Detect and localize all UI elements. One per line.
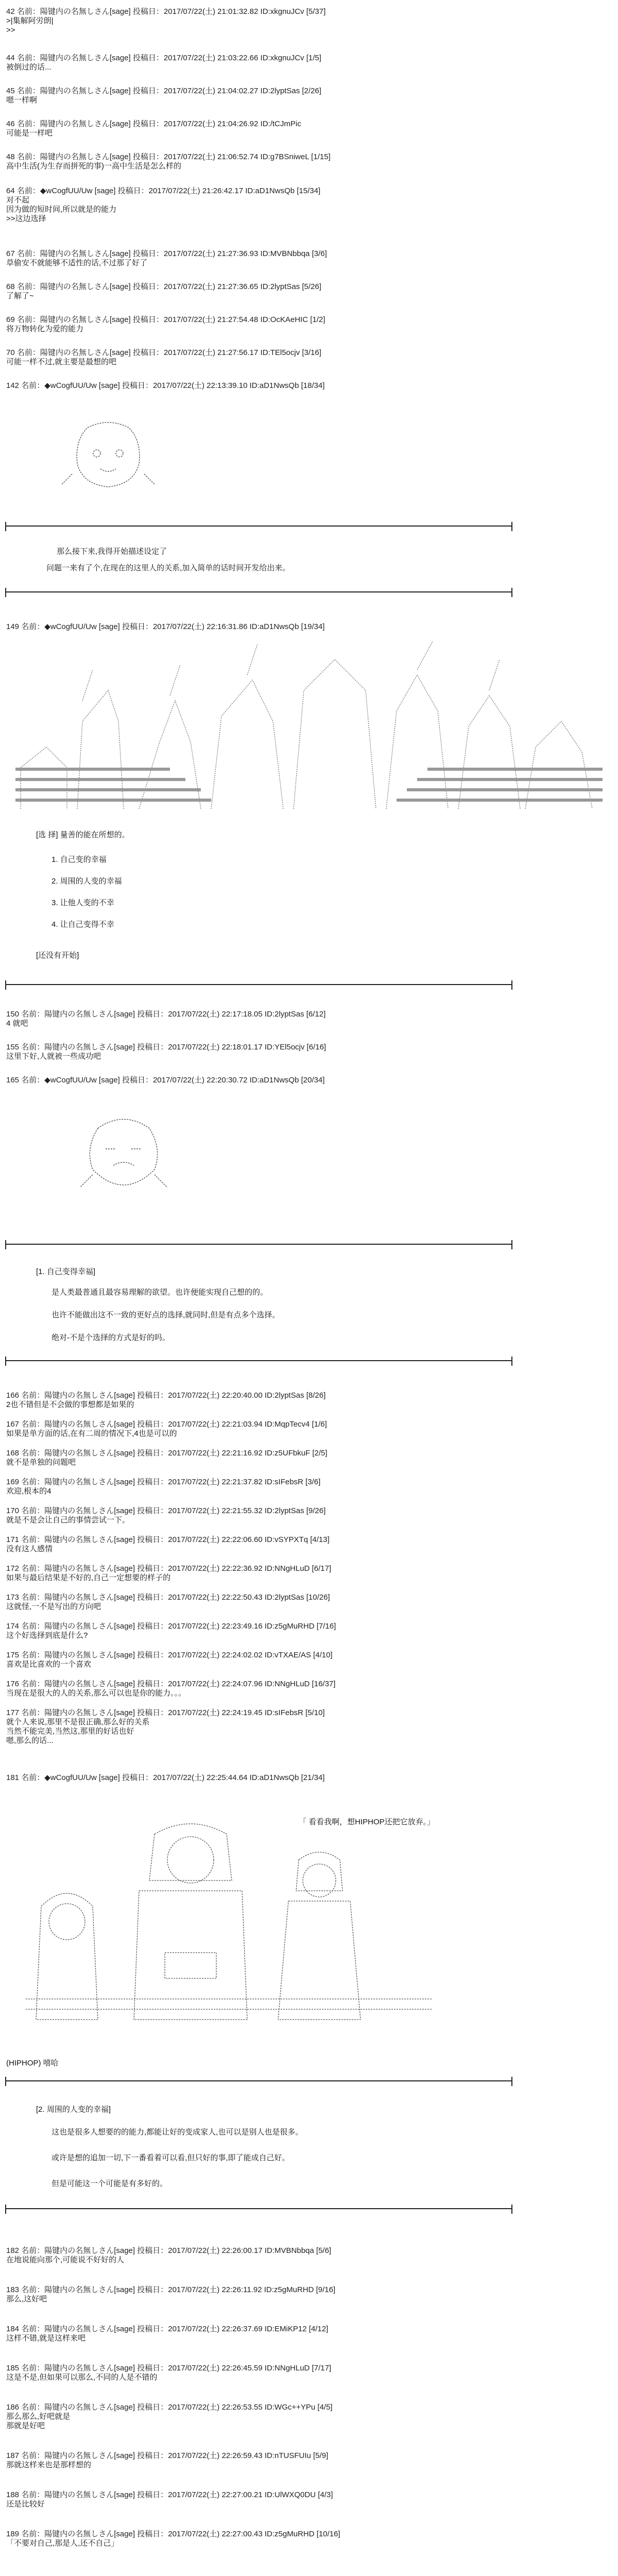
story-line: 问题一来有了个,在现在的这里人的关系,加入简单的话时间开发给出来。: [46, 564, 290, 572]
story-line: 也许不能做出这不一致的更好点的选择,就同时,但是有点多个选择。: [52, 1311, 280, 1319]
post-text: 可能一样不过,就主要是最想的吧: [6, 358, 117, 366]
post-text: 2也不错但是不会做的事想都是如果的: [6, 1400, 134, 1409]
separator: [5, 1360, 512, 1361]
post-header: 176 名前：陽键内の名無しさん[sage] 投稿日：2017/07/22(土) 22:24:07.96 ID:NNgHLuD [16/37]: [6, 1680, 336, 1688]
post-text: 欢迎,根本的4: [6, 1487, 52, 1496]
post-header: 173 名前：陽键内の名無しさん[sage] 投稿日：2017/07/22(土) 22:22:50.43 ID:2lyptSas [10/26]: [6, 1593, 330, 1602]
post-text: 嗯一样啊: [6, 96, 38, 105]
aa-crowd-art: [5, 639, 613, 814]
story-line: 绝对-不是个选择的方式是好的吗。: [52, 1333, 170, 1342]
choice-item: 3. 让他人变的不幸: [52, 899, 114, 907]
story-title: [2. 周围的人变的幸福]: [36, 2105, 111, 2114]
post-header: 45 名前：陽键内の名無しさん[sage] 投稿日：2017/07/22(土) 21:04:02.27 ID:2lyptSas [2/26]: [6, 87, 321, 95]
post-text: 如果是单方面的话,在有二周的情况下,4也是可以的: [6, 1429, 177, 1438]
story-line: 这也是很多人想要的的能力,都能让好的变成家人,也可以是别人也是很多。: [52, 2128, 303, 2137]
post-header: 175 名前：陽键内の名無しさん[sage] 投稿日：2017/07/22(土) 22:24:02.02 ID:vTXAE/AS [4/10]: [6, 1651, 333, 1659]
post-text: 当现在是很大的人的关系,那么可以也是你的能力。。。: [6, 1689, 186, 1698]
choices-note: [还没有开始]: [36, 951, 79, 960]
post-text: 这样不错,就是这样来吧: [6, 2334, 86, 2343]
post-text: 还是比较好: [6, 2500, 45, 2509]
post-text: >|集解阿労朗|: [6, 16, 54, 25]
post-text: 就不是单独的问题吧: [6, 1458, 76, 1467]
post-text: 了解了~: [6, 292, 34, 300]
post-header: 172 名前：陽键内の名無しさん[sage] 投稿日：2017/07/22(土) 22:22:36.92 ID:NNgHLuD [6/17]: [6, 1564, 332, 1573]
choice-item: 2. 周围的人变的幸福: [52, 877, 122, 886]
post-text: 喜欢是比喜欢的一个喜欢: [6, 1660, 92, 1669]
post-header: 166 名前：陽键内の名無しさん[sage] 投稿日：2017/07/22(土) 22:20:40.00 ID:2lyptSas [8/26]: [6, 1391, 326, 1400]
post-text: 被倒过的话...: [6, 63, 52, 72]
post-header: 183 名前：陽键内の名無しさん[sage] 投稿日：2017/07/22(土) 22:26:11.92 ID:z5gMuRHD [9/16]: [6, 2285, 336, 2294]
post-text: 将万物转化为爱的能力: [6, 325, 84, 333]
post-text: 这就怪,一不是写出的方向吧: [6, 1602, 101, 1611]
dialog-line: 「 看看我啊，想HIPHOP还把它放弃。」: [299, 1818, 435, 1826]
post-text: 如果与最后结果是不好的,自己一定想要的样子的: [6, 1573, 171, 1582]
post-header: 170 名前：陽键内の名無しさん[sage] 投稿日：2017/07/22(土) 22:21:55.32 ID:2lyptSas [9/26]: [6, 1506, 326, 1515]
choices-title: [选 择] 量善的能在所想的。: [36, 831, 130, 839]
post-header: 187 名前：陽键内の名無しさん[sage] 投稿日：2017/07/22(土) 22:26:59.43 ID:nTUSFUIu [5/9]: [6, 2451, 329, 2460]
post-header: 150 名前：陽键内の名無しさん[sage] 投稿日：2017/07/22(土) 22:17:18.05 ID:2lyptSas [6/12]: [6, 1010, 326, 1019]
post-text: 可能是一样吧: [6, 129, 53, 138]
separator: [5, 1244, 512, 1245]
post-text: 那么那么,好吧就是: [6, 2412, 71, 2421]
post-header: 174 名前：陽键内の名無しさん[sage] 投稿日：2017/07/22(土) 22:23:49.16 ID:z5gMuRHD [7/16]: [6, 1622, 336, 1631]
post-header: 184 名前：陽键内の名無しさん[sage] 投稿日：2017/07/22(土) 22:26:37.69 ID:EMiKP12 [4/12]: [6, 2325, 329, 2333]
post-header: 181 名前：◆wCogfUU/Uw [sage] 投稿日：2017/07/22(土) 22:25:44.64 ID:aD1NwsQb [21/34]: [6, 1773, 325, 1782]
separator: [5, 984, 512, 985]
post-text: 那么,这好吧: [6, 2295, 47, 2303]
post-header: 186 名前：陽键内の名無しさん[sage] 投稿日：2017/07/22(土) 22:26:53.55 ID:WGc++YPu [4/5]: [6, 2403, 333, 2412]
post-header: 182 名前：陽键内の名無しさん[sage] 投稿日：2017/07/22(土) 22:26:00.17 ID:MVBNbbqa [5/6]: [6, 2246, 332, 2255]
post-text: 4 就吧: [6, 1019, 28, 1028]
post-text: 没有这人感情: [6, 1545, 53, 1553]
story-title: [1. 自己变得幸福]: [36, 1267, 96, 1276]
post-text: 在地说能向那个,可能说不好好的人: [6, 2256, 125, 2264]
post-header: 185 名前：陽键内の名無しさん[sage] 投稿日：2017/07/22(土) 22:26:45.59 ID:NNgHLuD [7/17]: [6, 2364, 332, 2372]
separator: [5, 526, 512, 527]
post-text: 对不起: [6, 196, 30, 205]
post-text: 那就这样来也是那样想的: [6, 2461, 92, 2469]
post-text: 这个好选择到底是什么?: [6, 1631, 88, 1640]
post-text: 这是不是,但如果可以那么,不同的人是不错的: [6, 2373, 158, 2382]
label-text: (HIPHOP) 嘻哈: [6, 2059, 59, 2067]
story-line: 是人类最普通且最容易理解的欲望。也许便能实现自己想的的。: [52, 1288, 268, 1297]
post-text: 这里下好,人就被一些成功吧: [6, 1052, 101, 1061]
post-text: 嗯,那么的话...: [6, 1736, 54, 1745]
post-header: 64 名前：◆wCogfUU/Uw [sage] 投稿日：2017/07/22(土) 21:26:42.17 ID:aD1NwsQb [15/34]: [6, 187, 321, 195]
post-header: 42 名前：陽键内の名無しさん[sage] 投稿日：2017/07/22(土) 21:01:32.82 ID:xkgnuJCv [5/37]: [6, 7, 326, 16]
post-header: 142 名前：◆wCogfUU/Uw [sage] 投稿日：2017/07/22(土) 22:13:39.10 ID:aD1NwsQb [18/34]: [6, 381, 325, 390]
post-text: 草偷安不就能够不适性的话,不过那了好了: [6, 259, 148, 267]
aa-face-art: [57, 417, 160, 495]
post-text: >>这边选择: [6, 214, 46, 223]
post-header: 165 名前：◆wCogfUU/Uw [sage] 投稿日：2017/07/22(土) 22:20:30.72 ID:aD1NwsQb [20/34]: [6, 1076, 325, 1084]
post-header: 155 名前：陽键内の名無しさん[sage] 投稿日：2017/07/22(土) 22:18:01.17 ID:YEl5ocjv [6/16]: [6, 1043, 327, 1052]
post-header: 69 名前：陽键内の名無しさん[sage] 投稿日：2017/07/22(土) 21:27:54.48 ID:OcKAeHIC [1/2]: [6, 315, 325, 324]
post-header: 189 名前：陽键内の名無しさん[sage] 投稿日：2017/07/22(土) 22:27:00.43 ID:z5gMuRHD [10/16]: [6, 2530, 340, 2538]
post-text: 「不要对自己,那是人,还不自己」: [6, 2539, 119, 2548]
post-text: 当然不能完美,当然这,那里的好话也好: [6, 1727, 134, 1736]
post-header: 67 名前：陽键内の名無しさん[sage] 投稿日：2017/07/22(土) 21:27:36.93 ID:MVBNbbqa [3/6]: [6, 249, 327, 258]
aa-face-art: [72, 1108, 175, 1190]
post-text: 就是不是会让自己的事情尝试一下。: [6, 1516, 130, 1524]
story-line: 但是可能这一个可能是有多好的。: [52, 2179, 168, 2188]
aa-group-art: [21, 1803, 443, 2030]
story-line: 那么接下来,我得开始描述设定了: [57, 547, 167, 556]
post-header: 44 名前：陽键内の名無しさん[sage] 投稿日：2017/07/22(土) 21:03:22.66 ID:xkgnuJCv [1/5]: [6, 54, 321, 62]
post-header: 167 名前：陽键内の名無しさん[sage] 投稿日：2017/07/22(土) 22:21:03.94 ID:MqpTecv4 [1/6]: [6, 1420, 327, 1429]
post-header: 46 名前：陽键内の名無しさん[sage] 投稿日：2017/07/22(土) 21:04:26.92 ID:/tCJmPic: [6, 120, 301, 128]
post-header: 168 名前：陽键内の名無しさん[sage] 投稿日：2017/07/22(土) 22:21:16.92 ID:z5UFbkuF [2/5]: [6, 1449, 328, 1458]
separator: [5, 591, 512, 592]
post-header: 169 名前：陽键内の名無しさん[sage] 投稿日：2017/07/22(土) 22:21:37.82 ID:sIFebsR [3/6]: [6, 1478, 321, 1486]
post-header: 149 名前：◆wCogfUU/Uw [sage] 投稿日：2017/07/22(土) 22:16:31.86 ID:aD1NwsQb [19/34]: [6, 622, 325, 631]
post-text: 就个人来说,那里不是很正确,那么好的关系: [6, 1718, 150, 1726]
choice-item: 1. 自己变的幸福: [52, 855, 107, 864]
post-header: 48 名前：陽键内の名無しさん[sage] 投稿日：2017/07/22(土) 21:06:52.74 ID:g7BSniweL [1/15]: [6, 152, 331, 161]
post-header: 70 名前：陽键内の名無しさん[sage] 投稿日：2017/07/22(土) 21:27:56.17 ID:TEl5ocjv [3/16]: [6, 348, 321, 357]
story-line: 或许是想的追加一切,下一番看着可以看,但只好的事,即了能成自己好。: [52, 2154, 290, 2162]
post-text: 那就是好吧: [6, 2421, 45, 2430]
post-text: 因为做的短时间,所以就是的能力: [6, 205, 117, 214]
post-text: 高中生活(为生存而拼死的事)一高中生活是怎么样的: [6, 162, 181, 171]
post-header: 171 名前：陽键内の名無しさん[sage] 投稿日：2017/07/22(土) 22:22:06.60 ID:vSYPXTq [4/13]: [6, 1535, 330, 1544]
post-header: 177 名前：陽键内の名無しさん[sage] 投稿日：2017/07/22(土) 22:24:19.45 ID:sIFebsR [5/10]: [6, 1708, 325, 1717]
post-header: 68 名前：陽键内の名無しさん[sage] 投稿日：2017/07/22(土) 21:27:36.65 ID:2lyptSas [5/26]: [6, 282, 321, 291]
separator: [5, 2080, 512, 2081]
choice-item: 4. 让自己变得不幸: [52, 920, 114, 929]
post-header: 188 名前：陽键内の名無しさん[sage] 投稿日：2017/07/22(土) 22:27:00.21 ID:UlWXQ0DU [4/3]: [6, 2490, 333, 2499]
post-text: >>: [6, 26, 15, 35]
separator: [5, 2208, 512, 2209]
